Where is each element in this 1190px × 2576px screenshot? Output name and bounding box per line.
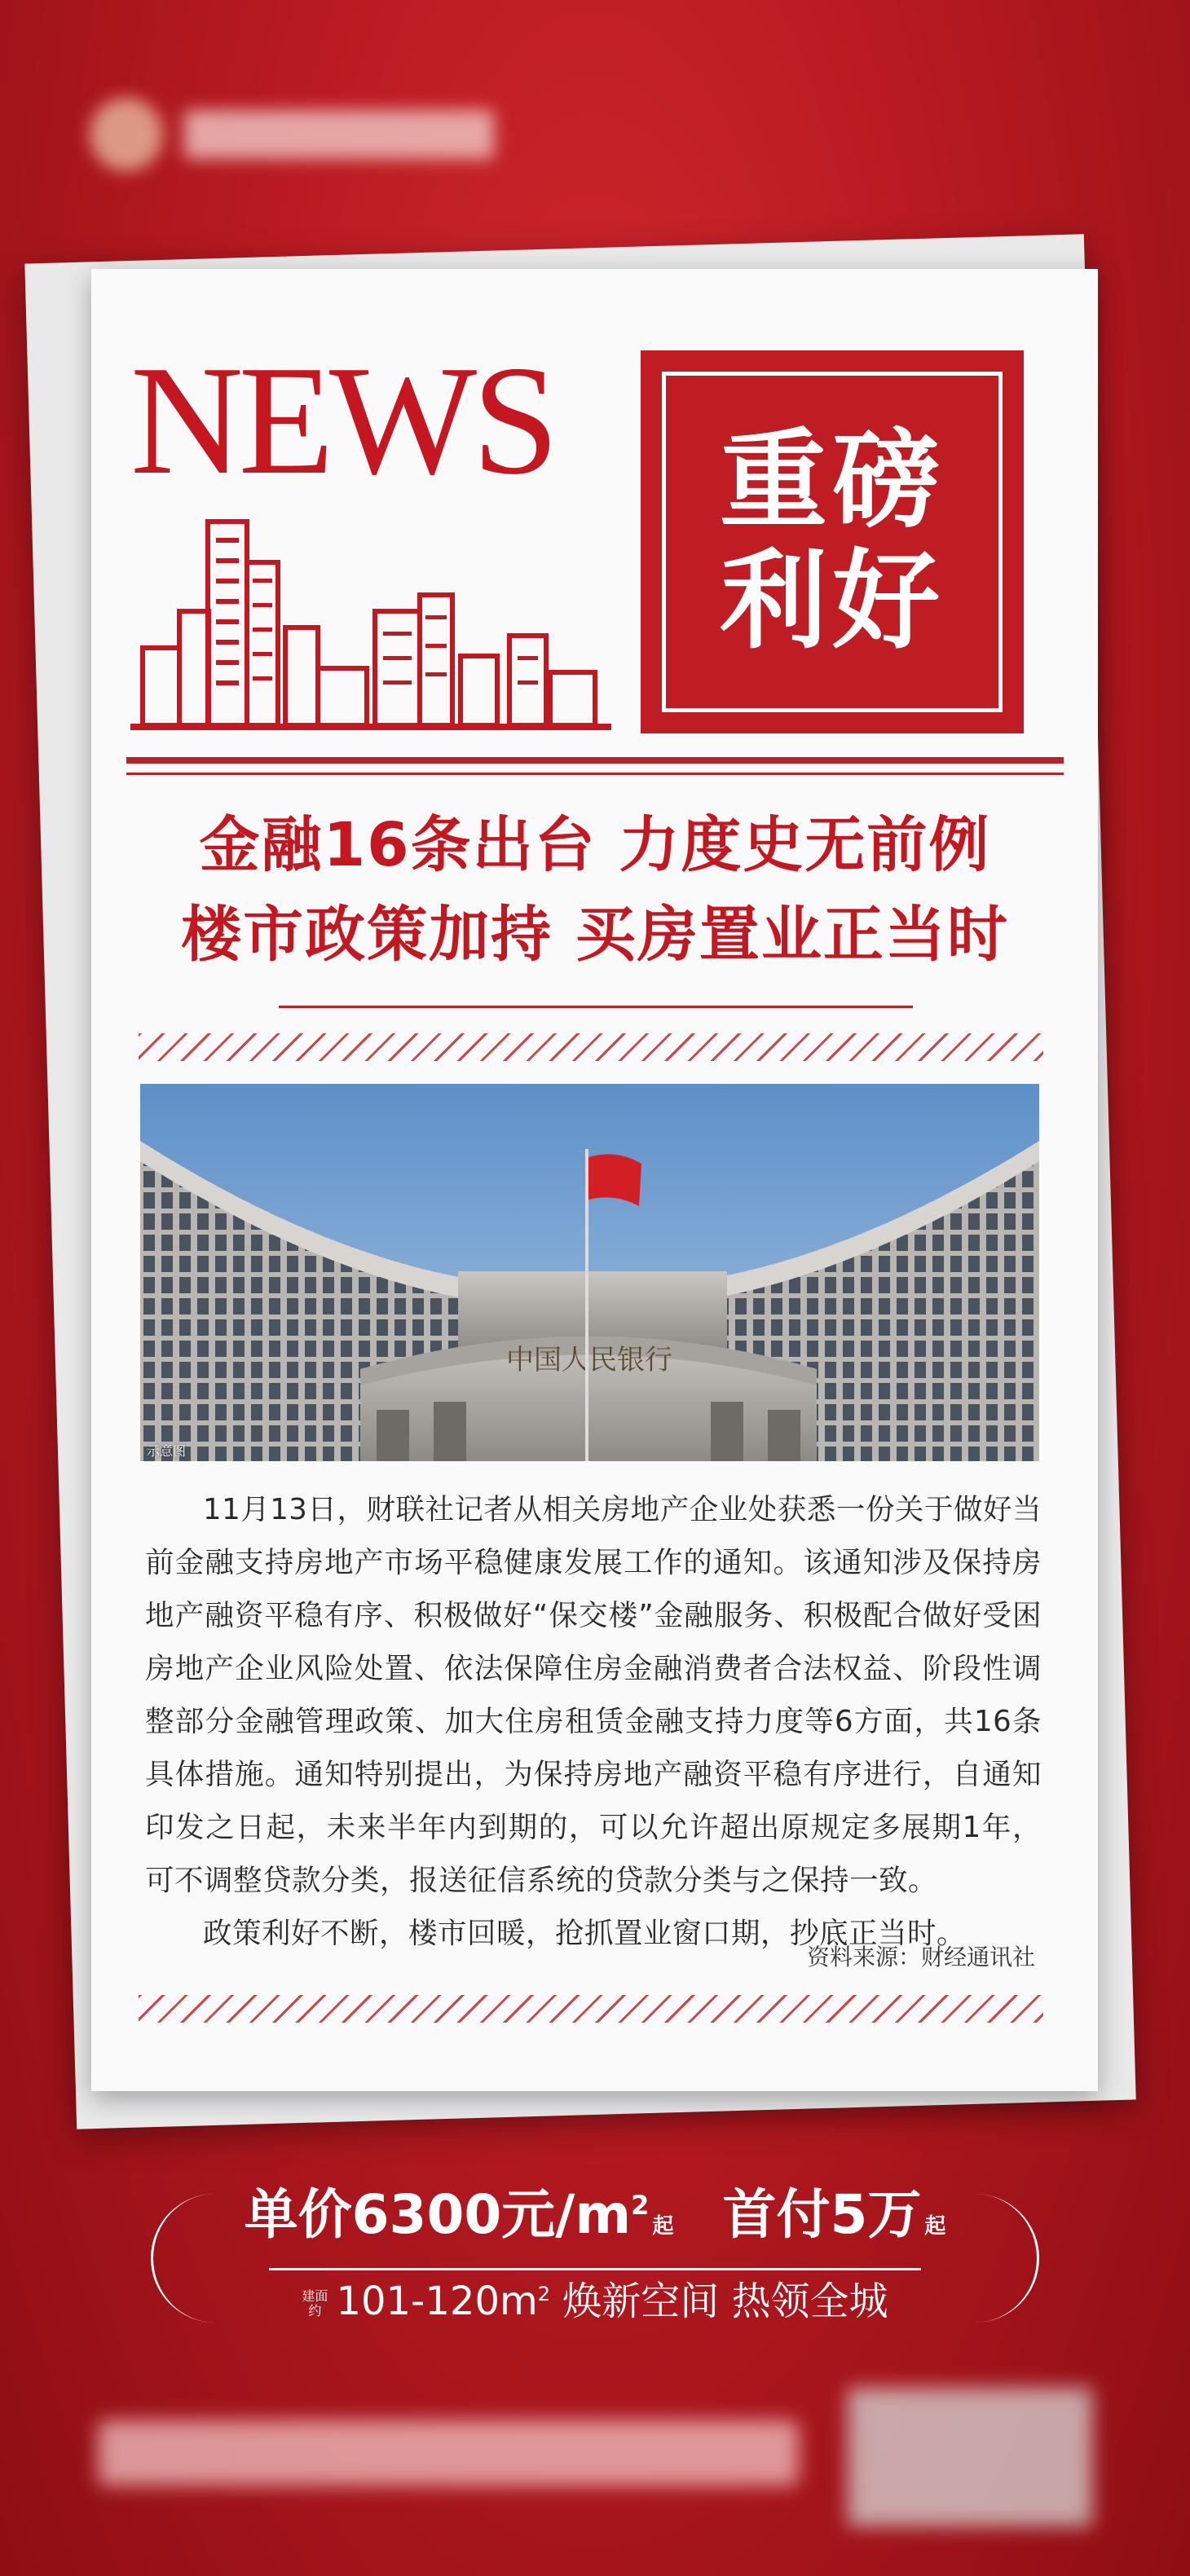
blurred-brand-logo xyxy=(90,90,513,179)
price-line xyxy=(0,2183,1190,2246)
area-unit-sup: 2 xyxy=(537,2283,551,2305)
hatch-divider-bottom xyxy=(139,1995,1043,2023)
area-tag-1: 建面 xyxy=(302,2288,328,2305)
blurred-qr-code xyxy=(848,2388,1092,2526)
blurred-footer-text xyxy=(98,2420,799,2486)
headline-line-1: 重磅 xyxy=(720,418,945,544)
bank-building-photo xyxy=(140,1084,1039,1461)
headline-line-2: 利好 xyxy=(720,539,945,664)
price-label: 单价6300元/m xyxy=(244,2183,632,2246)
article-body xyxy=(145,1483,1042,1960)
brand-logo-icon xyxy=(90,98,163,171)
bank-sign-text: 中国人民银行 xyxy=(506,1344,672,1376)
divider-thin xyxy=(126,773,1064,775)
area-tag xyxy=(302,2289,328,2318)
offer-divider xyxy=(269,2268,921,2270)
down-payment-suffix: 起 xyxy=(924,2214,946,2239)
article-paragraph-2: 政策利好不断，楼市回暖，抢抓置业窗口期，抄底正当时。 xyxy=(203,1917,967,1950)
photo-caption: 示意图 xyxy=(147,1443,187,1459)
area-value: 101-120m xyxy=(336,2279,538,2324)
subtitle-line-1: 金融16条出台 力度史无前例 xyxy=(199,810,991,880)
subtitle-line-2: 楼市政策加持 买房置业正当时 xyxy=(181,900,1009,970)
article-source: 资料来源：财经通讯社 xyxy=(806,1944,1035,1971)
article-paragraph-1: 11月13日，财联社记者从相关房地产企业处获悉一份关于做好当前金融支持房地产市场平稳健康发展工作的通知。该通知涉及保持房地产融资平稳有序、积极做好“保交楼”金融服务、积极配合做好受困房地产企业风险处置、依法保障住房金融消费者合法权益、阶段性调整部分金融管理政策、加大住房租赁金融支持力度等6方面，共16条具体措施。通知特别提出，为保持房地产融资平稳有序进行，自通知印发之日起，未来半年内到期的，可以允许超出原规定多展期1年，可不调整贷款分类，报送征信系统的贷款分类与之保持一致。 xyxy=(145,1493,1042,1897)
area-line xyxy=(0,2279,1190,2324)
headline-box xyxy=(641,350,1024,733)
area-slogan: 焕新空间 热领全城 xyxy=(550,2279,888,2324)
down-payment-label: 首付5万 xyxy=(722,2183,922,2246)
brand-name-blur xyxy=(184,110,494,159)
hatch-divider-top xyxy=(139,1033,1043,1061)
subtitle-underline xyxy=(279,1006,913,1008)
news-title: NEWS xyxy=(130,333,554,507)
headline-inner-frame xyxy=(662,372,1003,712)
price-suffix: 起 xyxy=(652,2214,674,2239)
price-unit-sup: 2 xyxy=(631,2190,650,2221)
city-skyline-icon xyxy=(130,513,611,735)
divider-thick xyxy=(126,757,1064,764)
area-tag-2: 约 xyxy=(308,2303,322,2318)
